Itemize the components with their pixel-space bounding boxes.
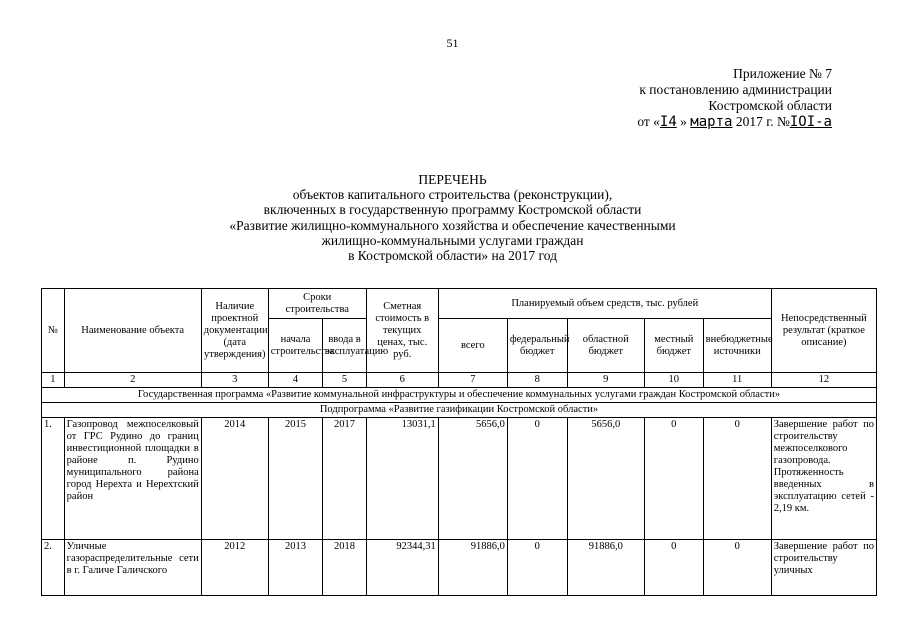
table-row bbox=[42, 418, 877, 540]
row-cost: 13031,1 bbox=[366, 418, 438, 540]
row-result: Завершение работ по строительству уличных bbox=[771, 540, 876, 596]
header-local: местный бюджет bbox=[644, 319, 703, 373]
appendix-date-line bbox=[637, 114, 832, 130]
decree-number: IOI-а bbox=[789, 114, 832, 130]
row-commission: 2018 bbox=[323, 540, 366, 596]
date-day: I4 bbox=[659, 114, 677, 130]
header-offbudget: внебюджетные источники bbox=[703, 319, 771, 373]
header-commission: ввода в эксплуатацию bbox=[323, 319, 366, 373]
header-cost: Сметная стоимость в текущих ценах, тыс. руб. bbox=[366, 289, 438, 373]
header-federal: федеральный бюджет bbox=[507, 319, 567, 373]
header-total: всего bbox=[438, 319, 507, 373]
row-federal: 0 bbox=[507, 418, 567, 540]
title-line-2: включенных в государственную программу Костромской области bbox=[263, 202, 642, 218]
col-number: 9 bbox=[567, 373, 644, 388]
title-line-4: жилищно-коммунальными услугами граждан bbox=[321, 232, 584, 248]
header-name: Наименование объекта bbox=[64, 289, 201, 373]
row-offbudget: 0 bbox=[703, 418, 771, 540]
col-number: 2 bbox=[64, 373, 201, 388]
row-start: 2015 bbox=[268, 418, 323, 540]
appendix-line-3: Костромской области bbox=[708, 98, 832, 113]
col-number: 6 bbox=[366, 373, 438, 388]
col-number: 12 bbox=[771, 373, 876, 388]
appendix-block bbox=[637, 66, 832, 130]
date-mid: » bbox=[680, 114, 687, 129]
table-row bbox=[42, 540, 877, 596]
col-number: 10 bbox=[644, 373, 703, 388]
header-terms: Сроки строительства bbox=[268, 289, 366, 319]
header-num: № bbox=[42, 289, 65, 373]
row-regional: 5656,0 bbox=[567, 418, 644, 540]
row-num: 1. bbox=[42, 418, 65, 540]
header-docs: Наличие проектной документации (дата утверждения) bbox=[201, 289, 268, 373]
header-regional: областной бюджет bbox=[567, 319, 644, 373]
row-docs: 2012 bbox=[201, 540, 268, 596]
row-docs: 2014 bbox=[201, 418, 268, 540]
date-month: марта bbox=[690, 114, 733, 130]
row-offbudget: 0 bbox=[703, 540, 771, 596]
program-row: Государственная программа «Развитие коммунальной инфраструктуры и обеспечение коммунальных услугами граждан Костромской области» bbox=[42, 388, 877, 403]
row-result: Завершение работ по строительству межпоселкового газопровода. Протяженность введенных в эксплуатацию сетей - 2,19 км. bbox=[771, 418, 876, 540]
date-year: 2017 г. № bbox=[735, 114, 790, 129]
title-line-5: в Костромской области» на 2017 год bbox=[348, 248, 557, 264]
row-regional: 91886,0 bbox=[567, 540, 644, 596]
row-start: 2013 bbox=[268, 540, 323, 596]
subprogram-row: Подпрограмма «Развитие газификации Костромской области» bbox=[42, 403, 877, 418]
row-local: 0 bbox=[644, 540, 703, 596]
col-number: 7 bbox=[438, 373, 507, 388]
row-local: 0 bbox=[644, 418, 703, 540]
col-number: 1 bbox=[42, 373, 65, 388]
row-federal: 0 bbox=[507, 540, 567, 596]
row-total: 5656,0 bbox=[438, 418, 507, 540]
header-result: Непосредственный результат (краткое описание) bbox=[771, 289, 876, 373]
row-cost: 92344,31 bbox=[366, 540, 438, 596]
col-number: 4 bbox=[268, 373, 323, 388]
row-num: 2. bbox=[42, 540, 65, 596]
col-number: 3 bbox=[201, 373, 268, 388]
header-start: начала строительства bbox=[268, 319, 323, 373]
objects-table bbox=[41, 288, 877, 596]
date-prefix: от « bbox=[637, 114, 660, 129]
page-number: 51 bbox=[446, 36, 459, 50]
row-commission: 2017 bbox=[323, 418, 366, 540]
col-number: 11 bbox=[703, 373, 771, 388]
row-name: Газопровод межпоселковый от ГРС Рудино до границ инвестиционной площадки в районе п. Рудино муниципального района город Нерехта и Нерехтский район bbox=[64, 418, 201, 540]
header-planned: Планируемый объем средств, тыс. рублей bbox=[438, 289, 771, 319]
row-name: Уличные газораспределительные сети в г. Галиче Галичского bbox=[64, 540, 201, 596]
appendix-line-2: к постановлению администрации bbox=[639, 82, 832, 97]
col-number: 8 bbox=[507, 373, 567, 388]
title-heading: ПЕРЕЧЕНЬ bbox=[418, 172, 487, 187]
appendix-line-1: Приложение № 7 bbox=[733, 66, 832, 81]
row-total: 91886,0 bbox=[438, 540, 507, 596]
col-number: 5 bbox=[323, 373, 366, 388]
title-line-3: «Развитие жилищно-коммунального хозяйства и обеспечение качественными bbox=[229, 217, 676, 233]
title-line-1: объектов капитального строительства (реконструкции), bbox=[292, 187, 613, 203]
document-title bbox=[0, 172, 905, 263]
